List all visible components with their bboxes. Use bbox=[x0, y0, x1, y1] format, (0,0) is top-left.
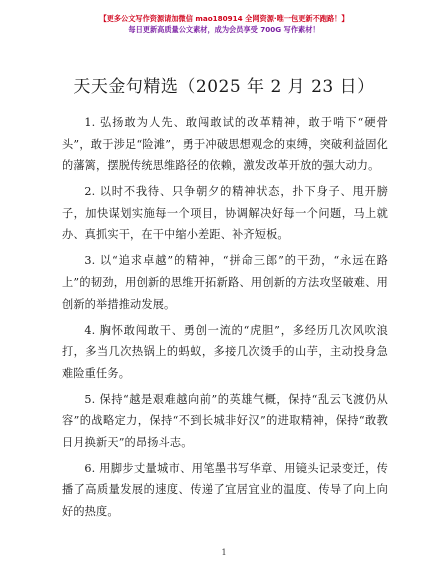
promo-banner-line-1: 【更多公文写作资源请加微信 mao180914 全网资源·唯一包更新不跑路！】 bbox=[99, 14, 349, 23]
promo-banner-line-2: 每日更新高质量公文素材，成为会员享受 700G 写作素材！ bbox=[128, 25, 320, 34]
document-body bbox=[62, 112, 388, 527]
page-number: 1 bbox=[221, 548, 227, 557]
quote-paragraph-5: 5. 保持“越是艰难越向前”的英雄气概，保持“乱云飞渡仍从容”的战略定力，保持“不到长城非好汉”的进取精神，保持“敢教日月换新天”的昂扬斗志。 bbox=[62, 392, 388, 449]
quote-paragraph-1: 1. 弘扬敢为人先、敢闯敢试的改革精神，敢于啃下“硬骨头”，敢于涉足“险滩”，勇于冲破思想观念的束缚，突破利益固化的藩篱，摆脱传统思维路径的依赖，激发改革开放的强大动力。 bbox=[62, 116, 388, 173]
quote-paragraph-4: 4. 胸怀敢闯敢干、勇创一流的“虎胆”，多经历几次风吹浪打，多当几次热锅上的蚂蚁，多接几次烫手的山芋，主动投身急难险重任务。 bbox=[62, 323, 388, 380]
quote-paragraph-6: 6. 用脚步丈量城市、用笔墨书写华章、用镜头记录变迁，传播了高质量发展的速度、传递了宜居宜业的温度、传导了向上向好的热度。 bbox=[62, 461, 388, 519]
quote-paragraph-3: 3. 以“追求卓越”的精神，“拼命三郎”的干劲，“永远在路上”的韧劲，用创新的思维开拓新路、用创新的方法攻坚破难、用创新的举措推动发展。 bbox=[62, 254, 388, 311]
promo-banner bbox=[0, 14, 448, 35]
quote-paragraph-2: 2. 以时不我待、只争朝夕的精神状态，扑下身子、甩开膀子，加快谋划实施每一个项目，协调解决好每一个问题，马上就办、真抓实干，在干中缩小差距、补齐短板。 bbox=[62, 185, 388, 242]
document-title: 天天金句精选（2025 年 2 月 23 日） bbox=[73, 77, 375, 97]
